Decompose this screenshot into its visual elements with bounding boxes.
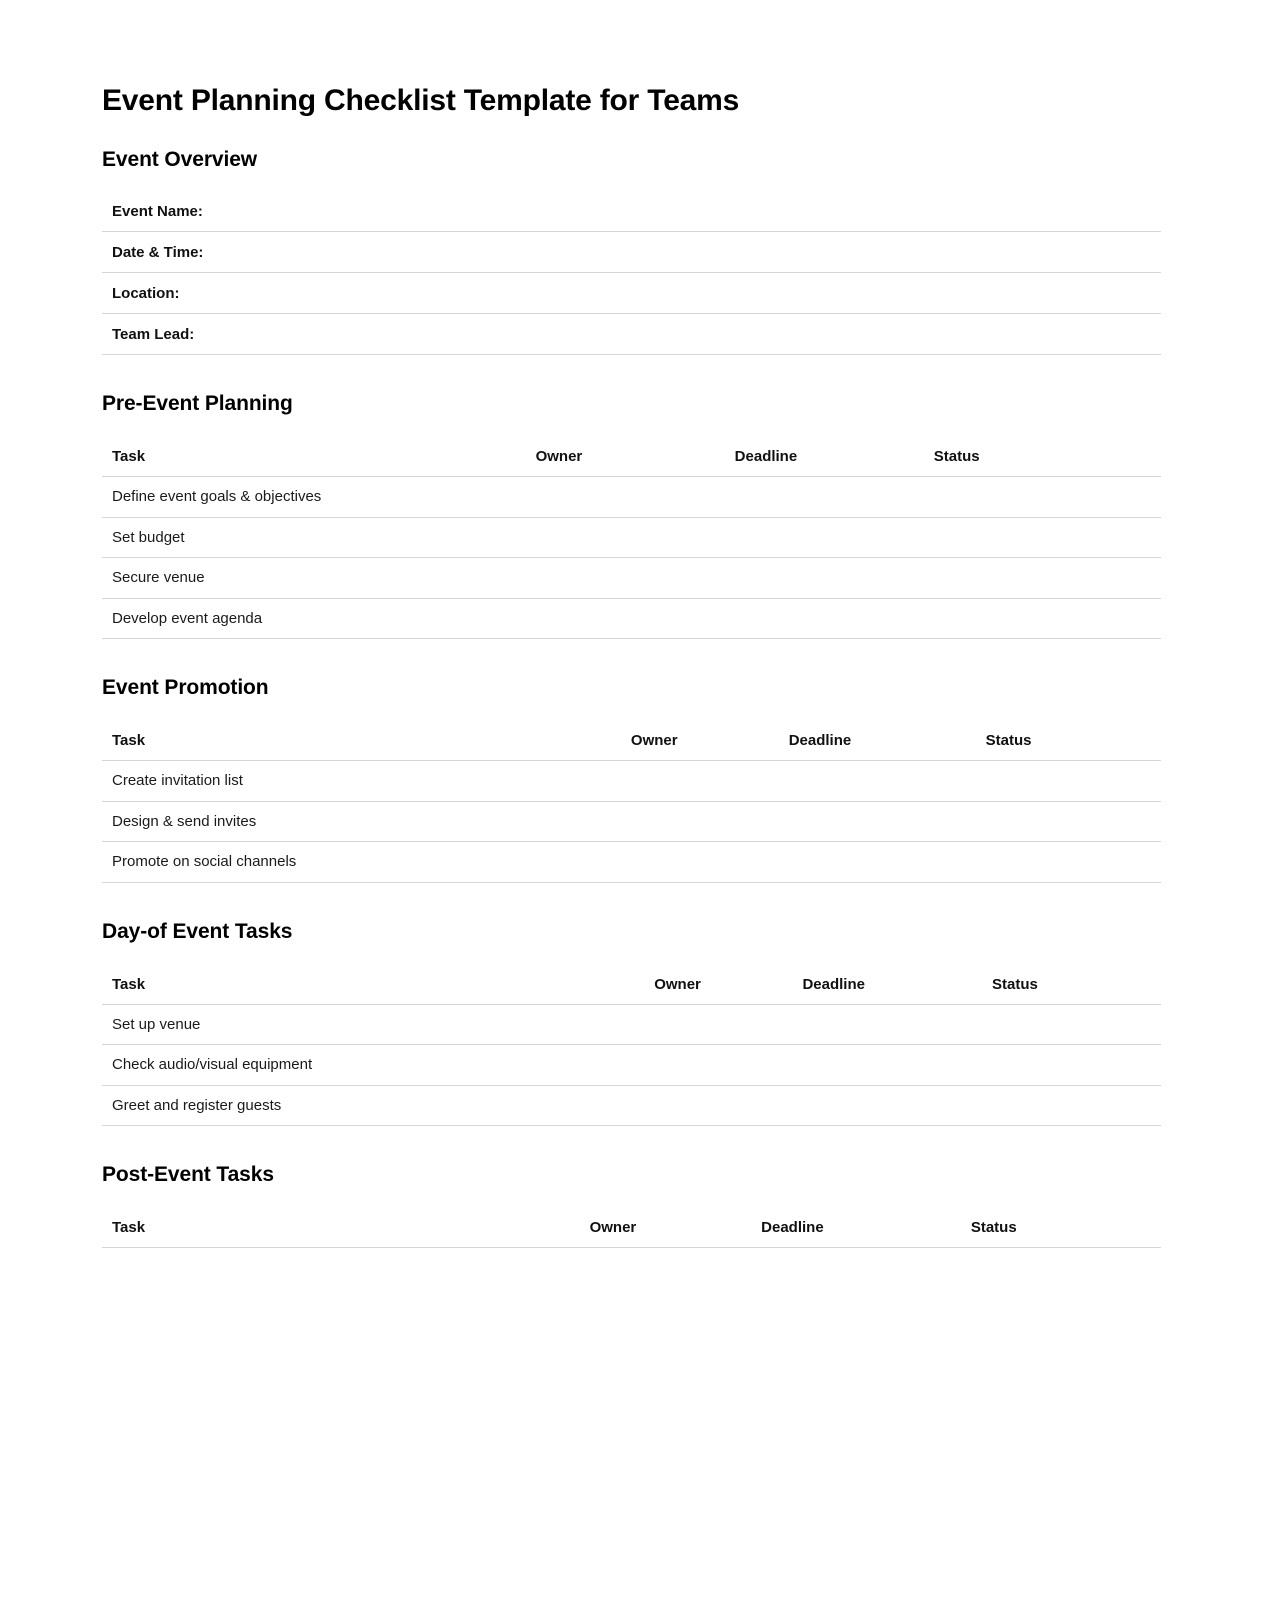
task-row — [102, 599, 1161, 640]
task-cell: Develop event agenda — [112, 609, 263, 627]
task-cell: Secure venue — [112, 569, 205, 587]
column-header-status: Status — [985, 732, 1032, 749]
column-header-deadline: Deadline — [802, 975, 865, 993]
task-cell: Define event goals & objectives — [112, 488, 322, 506]
field-label-event-name: Event Name: — [112, 202, 203, 220]
field-row-location — [102, 273, 1161, 314]
column-header-status: Status — [933, 448, 980, 465]
task-row — [102, 1086, 1161, 1127]
task-row — [102, 558, 1161, 599]
task-cell: Promote on social channels — [112, 853, 297, 871]
task-row — [102, 518, 1161, 559]
table-header-row — [102, 721, 1161, 761]
day-of-event-tasks-table — [102, 965, 1161, 1127]
column-header-deadline: Deadline — [761, 1219, 824, 1236]
field-row-team-lead — [102, 314, 1161, 355]
page-title: Event Planning Checklist Template for Teams — [102, 84, 740, 117]
column-header-deadline: Deadline — [788, 732, 852, 749]
task-cell: Design & send invites — [112, 812, 257, 830]
field-label-team-lead: Team Lead: — [112, 325, 195, 343]
task-cell: Create invitation list — [112, 772, 243, 790]
column-header-deadline: Deadline — [734, 448, 798, 465]
pre-event-planning-table — [102, 437, 1161, 639]
task-row — [102, 1045, 1161, 1086]
table-header-row — [102, 965, 1161, 1005]
event-promotion-table — [102, 721, 1161, 883]
column-header-task: Task — [112, 975, 146, 993]
field-row-date-time — [102, 232, 1161, 273]
column-header-task: Task — [112, 1219, 146, 1236]
column-header-task: Task — [112, 448, 146, 465]
task-row — [102, 1005, 1161, 1046]
task-cell: Set budget — [112, 528, 185, 546]
task-cell: Greet and register guests — [112, 1096, 282, 1114]
column-header-owner: Owner — [630, 732, 678, 749]
task-cell: Check audio/visual equipment — [112, 1056, 313, 1074]
section-heading-post-event-tasks: Post-Event Tasks — [102, 1163, 274, 1186]
event-overview-fields — [102, 191, 1161, 355]
task-row — [102, 477, 1161, 518]
field-label-location: Location: — [112, 284, 180, 302]
task-row — [102, 842, 1161, 883]
column-header-owner: Owner — [654, 975, 701, 993]
table-header-row — [102, 1208, 1161, 1248]
column-header-status: Status — [992, 975, 1038, 993]
section-heading-day-of-event-tasks: Day-of Event Tasks — [102, 919, 293, 943]
field-label-date-time: Date & Time: — [112, 243, 204, 261]
column-header-owner: Owner — [535, 448, 583, 465]
post-event-tasks-table — [102, 1208, 1161, 1248]
task-cell: Set up venue — [112, 1015, 201, 1033]
field-row-event-name — [102, 191, 1161, 232]
task-row — [102, 761, 1161, 802]
section-heading-event-overview: Event Overview — [102, 148, 258, 171]
column-header-owner: Owner — [589, 1219, 637, 1236]
column-header-task: Task — [112, 732, 146, 749]
table-header-row — [102, 437, 1161, 477]
section-heading-pre-event-planning: Pre-Event Planning — [102, 392, 293, 415]
column-header-status: Status — [970, 1219, 1017, 1236]
section-heading-event-promotion: Event Promotion — [102, 676, 269, 699]
task-row — [102, 802, 1161, 843]
